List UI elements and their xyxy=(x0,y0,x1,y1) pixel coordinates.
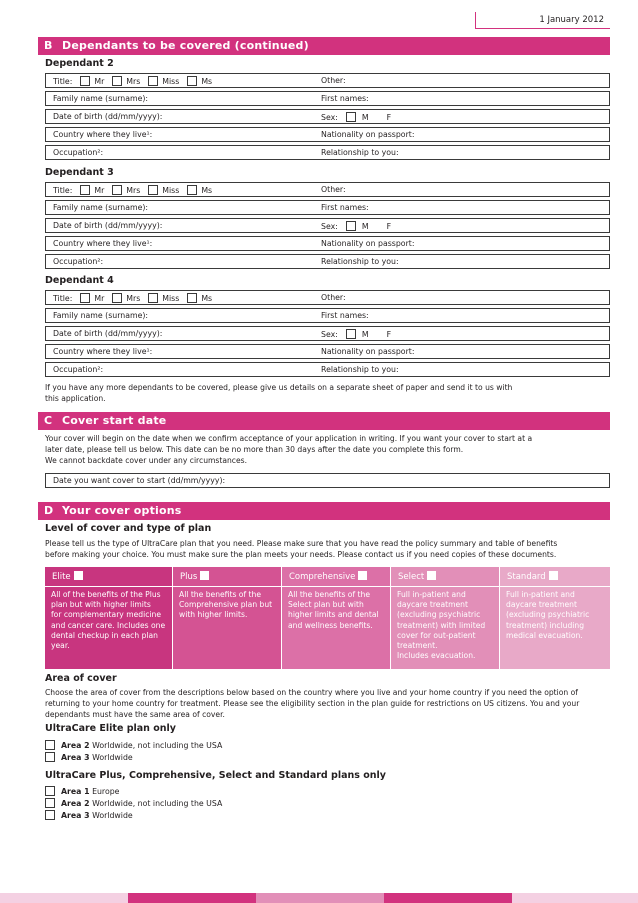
cover-start-paragraph xyxy=(45,433,610,466)
title-option-label: Ms xyxy=(201,186,213,195)
footer-strip-segment xyxy=(384,893,512,903)
sex-option-f[interactable] xyxy=(387,330,392,339)
sex-option-label: M xyxy=(361,222,369,231)
more-dependants-note xyxy=(45,382,610,404)
plan-description xyxy=(391,587,500,669)
plan-description xyxy=(173,587,282,669)
sex-label: Sex: xyxy=(321,113,338,122)
country-row[interactable] xyxy=(45,127,610,142)
sex-label: Sex: xyxy=(321,222,338,231)
checkbox[interactable] xyxy=(187,293,197,303)
occupation-row-left-label: Occupation²: xyxy=(53,148,104,157)
sex-option-f[interactable] xyxy=(387,113,392,122)
section-c-header xyxy=(38,412,610,430)
dob-row[interactable] xyxy=(45,326,610,341)
dependant-heading: Dependant 4 xyxy=(45,275,114,286)
title-option-ms[interactable] xyxy=(179,77,212,86)
title-options xyxy=(53,293,212,303)
area-name: Area 3 xyxy=(61,753,90,762)
checkbox[interactable] xyxy=(148,76,158,86)
title-option-mr[interactable] xyxy=(72,186,104,195)
occupation-row-left-label: Occupation²: xyxy=(53,365,104,374)
checkbox[interactable] xyxy=(112,293,122,303)
title-option-label: Ms xyxy=(201,294,213,303)
plan-header-divider xyxy=(45,586,610,587)
area-name: Area 3 xyxy=(61,811,90,820)
sex-option-label: F xyxy=(386,113,392,122)
plan-description-line: treatment) including xyxy=(506,620,585,630)
level-of-cover-paragraph xyxy=(45,538,610,560)
other-title-label: Other: xyxy=(321,293,346,302)
level-of-cover-heading: Level of cover and type of plan xyxy=(45,523,212,534)
country-row-right-label: Nationality on passport: xyxy=(321,347,415,356)
area-option-area-3[interactable] xyxy=(45,752,133,762)
occupation-row[interactable] xyxy=(45,254,610,269)
title-options xyxy=(53,185,212,195)
plan-checkbox[interactable] xyxy=(427,571,436,580)
dependant-heading: Dependant 3 xyxy=(45,167,114,178)
plan-option-comprehensive[interactable] xyxy=(282,567,391,587)
plan-description-line: All of the benefits of the Plus xyxy=(51,590,161,599)
checkbox[interactable] xyxy=(45,752,55,762)
area-option-area-2[interactable] xyxy=(45,740,222,750)
plan-name: Standard xyxy=(507,572,546,582)
area-description: Europe xyxy=(92,787,120,796)
sex-option-m[interactable] xyxy=(346,113,369,122)
plan-description-line: Comprehensive plan but xyxy=(179,600,273,610)
other-plans-area-heading: UltraCare Plus, Comprehensive, Select and Standard plans only xyxy=(45,770,386,781)
title-row[interactable] xyxy=(45,182,610,197)
checkbox[interactable] xyxy=(346,112,356,122)
plan-description-line: with higher limits. xyxy=(179,610,248,620)
plan-option-elite[interactable] xyxy=(45,567,173,587)
title-option-mrs[interactable] xyxy=(104,186,140,195)
dependant-heading: Dependant 2 xyxy=(45,58,114,69)
checkbox[interactable] xyxy=(346,221,356,231)
para-line: dependants must have the same area of cover. xyxy=(45,710,225,719)
occupation-row-right-label: Relationship to you: xyxy=(321,365,399,374)
checkbox[interactable] xyxy=(80,293,90,303)
plan-column-divider xyxy=(390,567,391,669)
sex-option-m[interactable] xyxy=(346,330,369,339)
plan-option-plus[interactable] xyxy=(173,567,282,587)
para-line: Your cover will begin on the date when we confirm acceptance of your application in writing. If you want your cover to start at a xyxy=(45,434,533,443)
section-c-rule xyxy=(160,429,610,430)
occupation-row[interactable] xyxy=(45,145,610,160)
country-row[interactable] xyxy=(45,236,610,251)
plan-checkbox[interactable] xyxy=(358,571,367,580)
plan-column-divider xyxy=(499,567,500,669)
checkbox[interactable] xyxy=(45,786,55,796)
plan-description-line: All the benefits of the xyxy=(288,590,371,599)
title-label: Title: xyxy=(53,186,73,195)
plan-column-divider xyxy=(281,567,282,669)
para-line: returning to your home country for treatment. Please see the eligibility section in the plan guide for restrictions on US citizens. You and your xyxy=(45,699,580,708)
sex-option-m[interactable] xyxy=(346,222,369,231)
plan-description-line: year. xyxy=(51,641,70,651)
plan-description-line: daycare treatment xyxy=(397,600,468,610)
plan-description-line: higher limits and dental xyxy=(288,610,379,620)
title-row[interactable] xyxy=(45,290,610,305)
title-option-label: Miss xyxy=(162,77,180,86)
checkbox[interactable] xyxy=(45,740,55,750)
country-row-right-label: Nationality on passport: xyxy=(321,239,415,248)
plan-description-line: medical evacuation. xyxy=(506,630,583,640)
dob-label: Date of birth (dd/mm/yyyy): xyxy=(53,112,163,121)
family-name-row-right-label: First names: xyxy=(321,94,369,103)
area-description: Worldwide xyxy=(92,811,133,820)
area-option-area-3[interactable] xyxy=(45,810,133,820)
title-option-label: Ms xyxy=(201,77,213,86)
area-description: Worldwide xyxy=(92,753,133,762)
section-d-rule xyxy=(165,519,610,520)
title-option-miss[interactable] xyxy=(140,294,179,303)
plan-description-line: daycare treatment xyxy=(506,600,577,610)
checkbox[interactable] xyxy=(112,76,122,86)
plan-description xyxy=(282,587,391,669)
title-options xyxy=(53,76,212,86)
para-line: later date, please tell us below. This date can be no more than 30 days after the date you complete this form. xyxy=(45,445,464,454)
title-option-label: Mr xyxy=(94,186,105,195)
area-option-area-1[interactable] xyxy=(45,786,119,796)
para-line: Choose the area of cover from the descriptions below based on the country where you live and your home country if you need the option of xyxy=(45,688,578,697)
dob-row[interactable] xyxy=(45,109,610,124)
area-name: Area 2 xyxy=(61,799,90,808)
occupation-row-left-label: Occupation²: xyxy=(53,257,104,266)
plan-description-line: cover for out-patient xyxy=(397,630,476,640)
section-title: Dependants to be covered (continued) xyxy=(62,39,309,52)
para-line: We cannot backdate cover under any circumstances. xyxy=(45,456,248,465)
footer-strip-segment xyxy=(512,893,638,903)
plan-name: Comprehensive xyxy=(289,572,356,582)
plan-option-standard[interactable] xyxy=(500,567,610,587)
section-b-rule xyxy=(300,54,610,55)
plan-description-line: treatment) with limited xyxy=(397,620,486,630)
cover-start-date-label: Date you want cover to start (dd/mm/yyyy): xyxy=(53,476,226,485)
plan-description-line: Includes evacuation. xyxy=(397,651,476,661)
title-option-miss[interactable] xyxy=(140,77,179,86)
para-line: before making your choice. You must make sure the plan meets your needs. Please contact us if you need copies of these documents. xyxy=(45,550,557,559)
section-letter: C xyxy=(44,414,53,427)
area-description: Worldwide, not including the USA xyxy=(92,799,223,808)
plan-description-line: Full in-patient and xyxy=(397,590,466,599)
family-name-row[interactable] xyxy=(45,200,610,215)
checkbox[interactable] xyxy=(187,76,197,86)
checkbox[interactable] xyxy=(80,76,90,86)
title-option-label: Mr xyxy=(94,77,105,86)
title-option-mrs[interactable] xyxy=(104,77,140,86)
date-text: 1 January 2012 xyxy=(539,15,604,25)
note-line: If you have any more dependants to be covered, please give us details on a separate sheet of paper and send it to us with xyxy=(45,383,513,392)
other-title-label: Other: xyxy=(321,76,346,85)
sex-option-label: M xyxy=(361,113,369,122)
family-name-row[interactable] xyxy=(45,91,610,106)
family-name-row-left-label: Family name (surname): xyxy=(53,94,149,103)
title-option-label: Mrs xyxy=(126,294,141,303)
sex-options xyxy=(321,329,391,339)
area-of-cover-paragraph xyxy=(45,687,610,720)
family-name-row-right-label: First names: xyxy=(321,203,369,212)
plan-description-line: treatment. xyxy=(397,641,438,651)
plan-description-line: Full in-patient and xyxy=(506,590,575,599)
plan-checkbox[interactable] xyxy=(74,571,83,580)
family-name-row-left-label: Family name (surname): xyxy=(53,203,149,212)
area-name: Area 1 xyxy=(61,787,90,796)
title-row[interactable] xyxy=(45,73,610,88)
sex-option-label: F xyxy=(386,222,392,231)
plan-description-line: and cancer care. Includes one xyxy=(51,620,166,630)
para-line: Please tell us the type of UltraCare plan that you need. Please make sure that you have read the policy summary and table of benefits xyxy=(45,539,558,548)
plan-description-line: All the benefits of the xyxy=(179,590,262,599)
sex-option-f[interactable] xyxy=(387,222,392,231)
checkbox[interactable] xyxy=(148,293,158,303)
checkbox[interactable] xyxy=(112,185,122,195)
title-option-ms[interactable] xyxy=(179,294,212,303)
sex-option-label: F xyxy=(386,330,392,339)
area-description: Worldwide, not including the USA xyxy=(92,741,223,750)
plan-name: Select xyxy=(398,572,425,582)
plan-description-line: and wellness benefits. xyxy=(288,620,373,630)
checkbox[interactable] xyxy=(187,185,197,195)
occupation-row-right-label: Relationship to you: xyxy=(321,257,399,266)
title-option-mr[interactable] xyxy=(72,77,104,86)
checkbox[interactable] xyxy=(148,185,158,195)
checkbox[interactable] xyxy=(45,798,55,808)
dob-label: Date of birth (dd/mm/yyyy): xyxy=(53,329,163,338)
title-option-label: Mr xyxy=(94,294,105,303)
country-row-right-label: Nationality on passport: xyxy=(321,130,415,139)
country-row-left-label: Country where they live¹: xyxy=(53,239,153,248)
section-letter: B xyxy=(44,39,53,52)
note-line: this application. xyxy=(45,394,106,403)
title-option-label: Mrs xyxy=(126,77,141,86)
plan-name: Elite xyxy=(52,572,71,582)
section-title: Your cover options xyxy=(62,504,182,517)
dob-label: Date of birth (dd/mm/yyyy): xyxy=(53,221,163,230)
plan-checkbox[interactable] xyxy=(549,571,558,580)
plan-description-line: (excluding psychiatric xyxy=(506,610,590,620)
country-row-left-label: Country where they live¹: xyxy=(53,130,153,139)
title-option-miss[interactable] xyxy=(140,186,179,195)
sex-options xyxy=(321,221,391,231)
title-option-mrs[interactable] xyxy=(104,294,140,303)
footer-strip-segment xyxy=(256,893,384,903)
plan-description-line: Select plan but with xyxy=(288,600,364,610)
other-title-label: Other: xyxy=(321,185,346,194)
plan-name: Plus xyxy=(180,572,198,582)
plan-description-line: for complementary medicine xyxy=(51,610,161,620)
plan-description xyxy=(500,587,610,669)
plan-option-select[interactable] xyxy=(391,567,500,587)
country-row[interactable] xyxy=(45,344,610,359)
title-label: Title: xyxy=(53,294,73,303)
plan-description-line: plan but with higher limits xyxy=(51,600,151,610)
section-letter: D xyxy=(44,504,54,517)
cover-start-date-field[interactable] xyxy=(45,473,610,488)
checkbox[interactable] xyxy=(80,185,90,195)
occupation-row[interactable] xyxy=(45,362,610,377)
plan-checkbox[interactable] xyxy=(200,571,209,580)
area-of-cover-heading: Area of cover xyxy=(45,673,117,684)
country-row-left-label: Country where they live¹: xyxy=(53,347,153,356)
title-label: Title: xyxy=(53,77,73,86)
family-name-row-left-label: Family name (surname): xyxy=(53,311,149,320)
title-option-label: Mrs xyxy=(126,186,141,195)
title-option-ms[interactable] xyxy=(179,186,212,195)
section-b-header xyxy=(38,37,610,55)
dob-row[interactable] xyxy=(45,218,610,233)
area-name: Area 2 xyxy=(61,741,90,750)
plan-description xyxy=(45,587,173,669)
title-option-label: Miss xyxy=(162,186,180,195)
sex-label: Sex: xyxy=(321,330,338,339)
section-title: Cover start date xyxy=(62,414,167,427)
checkbox[interactable] xyxy=(346,329,356,339)
area-option-area-2[interactable] xyxy=(45,798,222,808)
sex-options xyxy=(321,112,391,122)
elite-area-heading: UltraCare Elite plan only xyxy=(45,723,176,734)
plan-description-line: (excluding psychiatric xyxy=(397,610,481,620)
sex-option-label: M xyxy=(361,330,369,339)
plan-column-divider xyxy=(172,567,173,669)
section-d-header xyxy=(38,502,610,520)
plan-description-line: dental checkup in each plan xyxy=(51,630,158,640)
footer-strip-segment xyxy=(0,893,128,903)
family-name-row[interactable] xyxy=(45,308,610,323)
footer-strip-segment xyxy=(128,893,256,903)
document-date xyxy=(475,12,610,29)
family-name-row-right-label: First names: xyxy=(321,311,369,320)
title-option-mr[interactable] xyxy=(72,294,104,303)
checkbox[interactable] xyxy=(45,810,55,820)
occupation-row-right-label: Relationship to you: xyxy=(321,148,399,157)
title-option-label: Miss xyxy=(162,294,180,303)
